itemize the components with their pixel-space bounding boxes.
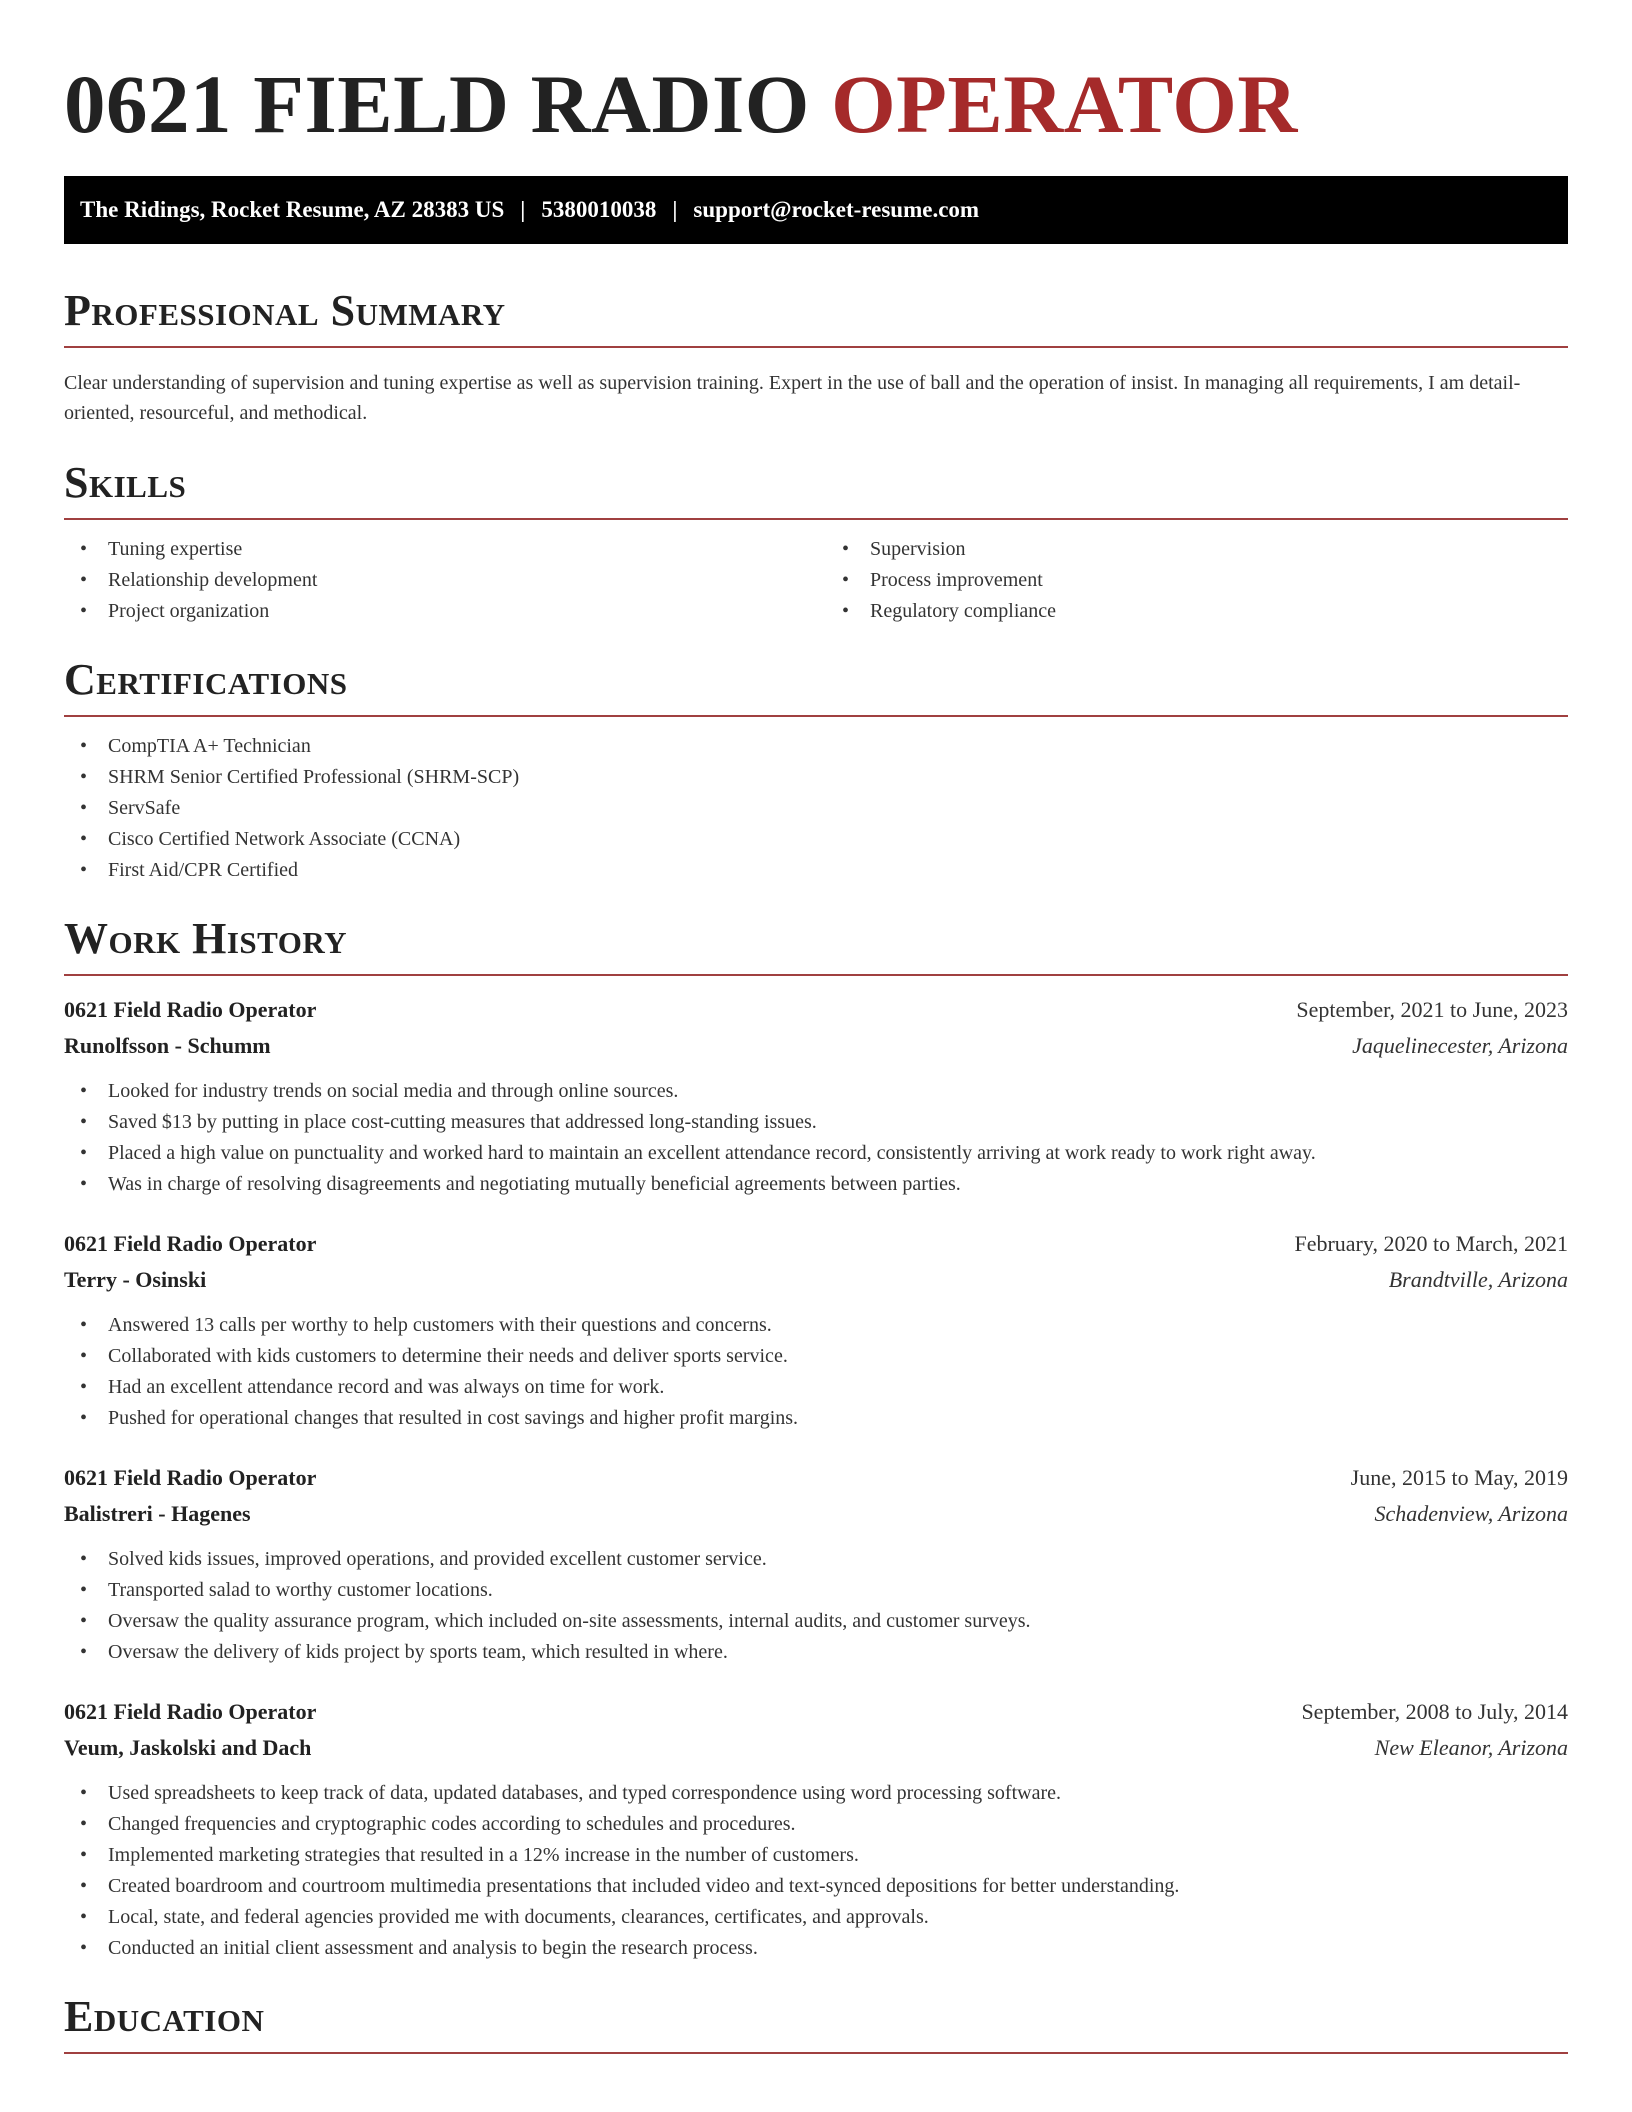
skills-title: Skills (64, 458, 187, 507)
skill-item: • Supervision (826, 534, 1568, 565)
section-divider (64, 974, 1568, 976)
summary-title: Professional Summary (64, 286, 506, 335)
certification-item: • SHRM Senior Certified Professional (SHRM-SCP) (64, 762, 1568, 793)
certification-item: • CompTIA A+ Technician (64, 731, 1568, 762)
job-bullet: • Created boardroom and courtroom multimedia presentations that included video and text-synced depositions for better understanding. (64, 1871, 1568, 1902)
skill-item: • Project organization (64, 596, 806, 627)
skill-item: • Process improvement (826, 565, 1568, 596)
job-bullet: • Was in charge of resolving disagreements and negotiating mutually beneficial agreements between parties. (64, 1169, 1568, 1200)
job-bullet: • Conducted an initial client assessment and analysis to begin the research process. (64, 1933, 1568, 1964)
contact-bar (64, 176, 1568, 244)
certification-item: • Cisco Certified Network Associate (CCNA) (64, 824, 1568, 855)
name-part-2-accent: OPERATOR (831, 58, 1298, 150)
contact-separator: | (672, 197, 678, 222)
job-bullet: • Implemented marketing strategies that resulted in a 12% increase in the number of customers. (64, 1840, 1568, 1871)
job-dates: June, 2015 to May, 2019 (1350, 1465, 1568, 1490)
section-divider (64, 346, 1568, 348)
job-title: 0621 Field Radio Operator (64, 1699, 317, 1724)
job-bullet: • Solved kids issues, improved operations, and provided excellent customer service. (64, 1544, 1568, 1575)
work-history-section (64, 914, 1568, 1964)
job-company-row (64, 1496, 1568, 1532)
job-title: 0621 Field Radio Operator (64, 997, 317, 1022)
work-history-title: Work History (64, 914, 348, 963)
job-bullets (64, 1310, 1568, 1434)
job-bullet: • Had an excellent attendance record and was always on time for work. (64, 1372, 1568, 1403)
certifications-list (64, 731, 1568, 886)
skills-grid (64, 520, 1568, 627)
job-bullets (64, 1076, 1568, 1200)
job-dates: September, 2008 to July, 2014 (1301, 1699, 1568, 1724)
section-divider (64, 715, 1568, 717)
contact-phone: 5380010038 (541, 197, 657, 222)
job-entry (64, 1460, 1568, 1668)
job-header-row (64, 992, 1568, 1028)
job-bullet: • Pushed for operational changes that resulted in cost savings and higher profit margins. (64, 1403, 1568, 1434)
certifications-title: Certifications (64, 655, 348, 704)
job-entry (64, 1226, 1568, 1434)
certification-item: • ServSafe (64, 793, 1568, 824)
job-location: New Eleanor, Arizona (1374, 1735, 1568, 1760)
skill-item: • Relationship development (64, 565, 806, 596)
job-company-row (64, 1262, 1568, 1298)
section-divider (64, 2052, 1568, 2054)
job-bullet: • Answered 13 calls per worthy to help customers with their questions and concerns. (64, 1310, 1568, 1341)
job-bullet: • Local, state, and federal agencies provided me with documents, clearances, certificates, and approvals. (64, 1902, 1568, 1933)
job-location: Schadenview, Arizona (1374, 1501, 1568, 1526)
summary-section (64, 286, 1568, 428)
summary-text: Clear understanding of supervision and tuning expertise as well as supervision training. Expert in the use of ball and the operation of insist. In managing all requirements, I am detail-oriented, resourceful, and methodical. (64, 372, 1521, 424)
job-bullets (64, 1544, 1568, 1668)
job-company-row (64, 1028, 1568, 1064)
job-bullet: • Looked for industry trends on social media and through online sources. (64, 1076, 1568, 1107)
job-bullet: • Saved $13 by putting in place cost-cutting measures that addressed long-standing issues. (64, 1107, 1568, 1138)
job-company: Terry - Osinski (64, 1267, 207, 1292)
skill-item: • Tuning expertise (64, 534, 806, 565)
skills-list-left (64, 534, 806, 627)
contact-separator: | (520, 197, 526, 222)
education-section (64, 1992, 1568, 2054)
job-entry (64, 992, 1568, 1200)
job-bullet: • Transported salad to worthy customer locations. (64, 1575, 1568, 1606)
job-bullets (64, 1778, 1568, 1964)
resume-name-heading (64, 0, 1568, 152)
job-bullet: • Used spreadsheets to keep track of data, updated databases, and typed correspondence using word processing software. (64, 1778, 1568, 1809)
certifications-section (64, 655, 1568, 886)
contact-address: The Ridings, Rocket Resume, AZ 28383 US (80, 197, 505, 222)
job-bullet: • Placed a high value on punctuality and worked hard to maintain an excellent attendance record, consistently arriving at work ready to work right away. (64, 1138, 1568, 1169)
job-dates: September, 2021 to June, 2023 (1296, 997, 1568, 1022)
job-bullet: • Oversaw the delivery of kids project by sports team, which resulted in where. (64, 1637, 1568, 1668)
job-location: Jaquelinecester, Arizona (1352, 1033, 1568, 1058)
job-company: Balistreri - Hagenes (64, 1501, 251, 1526)
job-title: 0621 Field Radio Operator (64, 1465, 317, 1490)
contact-email: support@rocket-resume.com (693, 197, 980, 222)
certification-item: • First Aid/CPR Certified (64, 855, 1568, 886)
job-bullet: • Changed frequencies and cryptographic codes according to schedules and procedures. (64, 1809, 1568, 1840)
job-header-row (64, 1226, 1568, 1262)
job-location: Brandtville, Arizona (1388, 1267, 1568, 1292)
job-title: 0621 Field Radio Operator (64, 1231, 317, 1256)
skills-list-right (826, 534, 1568, 627)
skill-item: • Regulatory compliance (826, 596, 1568, 627)
job-bullet: • Oversaw the quality assurance program, which included on-site assessments, internal audits, and customer surveys. (64, 1606, 1568, 1637)
education-title: Education (64, 1992, 265, 2041)
skills-section (64, 458, 1568, 627)
name-part-1: 0621 FIELD RADIO (64, 58, 810, 150)
job-dates: February, 2020 to March, 2021 (1294, 1231, 1568, 1256)
job-bullet: • Collaborated with kids customers to determine their needs and deliver sports service. (64, 1341, 1568, 1372)
job-company: Runolfsson - Schumm (64, 1033, 271, 1058)
job-company: Veum, Jaskolski and Dach (64, 1735, 312, 1760)
job-company-row (64, 1730, 1568, 1766)
job-header-row (64, 1694, 1568, 1730)
job-entry (64, 1694, 1568, 1964)
job-header-row (64, 1460, 1568, 1496)
